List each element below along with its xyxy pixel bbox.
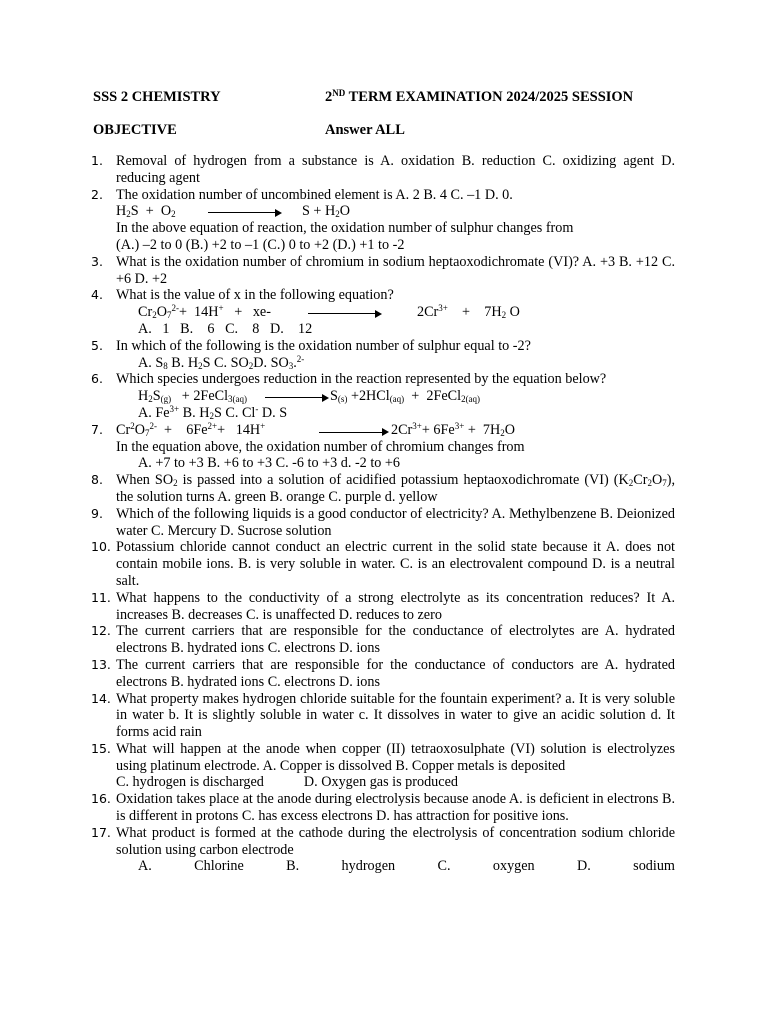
section-title: OBJECTIVE: [93, 122, 177, 138]
question-5: In which of the following is the oxidation number of sulphur equal to -2? A. $S_8$ B. $H_2S$ C. $SO_2D$. $SO_3.^{2-}$: [116, 337, 531, 371]
question-11: What happens to the conductivity of a strong electrolyte as its concentration reduces? It A. increases B. decreases C. is unaffected D. reduces to zero: [116, 589, 675, 623]
question-2: The oxidation number of uncombined element is A. 2 B. 4 C. –1 D. 0. $H_2S + O_2$ $S + H_2O$ In the above equation of reaction, the oxidation number of sulphur changes from (A.) –2 to 0 (B.) +2 to –1 (C.) 0 to +2 (D.) +1 to -2: [116, 187, 675, 254]
equation: [116, 304, 675, 321]
equation-reactants: $Cr_2O_7^{2-}+ 14H^+ + xe-$: [138, 303, 271, 321]
equation-products: $2Cr^{3+}$ + $7H_2$ O: [417, 303, 520, 321]
question-4: What is the value of x in the following equation? $Cr_2O_7^{2-}+ 14H^+ + xe-$ $2Cr^{3+}$ + $7H_2$ O A. 1 B. 6 C. 8 D. 12: [116, 287, 675, 337]
question-3: What is the oxidation number of chromium in sodium heptaoxodichromate (VI)? A. +3 B. +12 C. +6 D. +2: [116, 253, 675, 287]
subject-title: SSS 2 CHEMISTRY: [93, 89, 221, 105]
equation-reactants: $Cr^2O_7^{2-}$ + $6Fe^{2+}+ 14H^+$: [116, 420, 266, 438]
equation-products: $S + H_2O$: [302, 203, 350, 220]
question-1: Removal of hydrogen from a substance is A. oxidation B. reduction C. oxidizing agent D. reducing agent: [116, 153, 675, 186]
question-14: What property makes hydrogen chloride suitable for the fountain experiment? a. It is very soluble in water b. It is slightly soluble in water c. It dissolves in water to give an acidic solution d. It forms acid rain: [116, 690, 675, 741]
question-16: Oxidation takes place at the anode during electrolysis because anode A. is deficient in electrons B. is different in protons C. has excess electrons D. has attraction for positive ions.: [116, 791, 675, 825]
reaction-arrow-icon: [208, 212, 280, 213]
reaction-arrow-icon: [265, 397, 327, 398]
question-8: When $SO_2$ is passed into a solution of acidified potassium heptaoxodichromate (VI) $(K_2Cr_2O_7)$, the solution turns A. green B. orange C. purple d. yellow: [116, 472, 676, 505]
question-17: What product is formed at the cathode during the electrolysis of concentration sodium chloride solution using carbon electrode A. Chlorine B. hydrogen C. oxygen D. sodium: [116, 824, 675, 875]
question-7: $Cr^2O_7^{2-}$ + $6Fe^{2+}+ 14H^+$ $2Cr^{3+}+ 6Fe^{3+} + 7H_2O$ In the equation above, the oxidation number of chromium changes from A. +7 to +3 B. +6 to +3 C. -6 to +3 d. -2 to +6: [116, 422, 675, 472]
reaction-arrow-icon: [319, 432, 387, 433]
instruction-text: Answer ALL: [325, 122, 405, 138]
reaction-arrow-icon: [308, 313, 380, 314]
exam-title: 2ND TERM EXAMINATION 2024/2025 SESSION: [325, 88, 634, 105]
equation-products: $S_{(s)} +2HCl_{(aq)}$ + 2FeCl$_{2(aq)}$: [330, 388, 481, 405]
equation: [116, 203, 675, 220]
question-12: The current carriers that are responsible for the conductance of electrolytes are A. hydrated electrons B. hydrated ions C. electrons D. ions: [116, 623, 675, 657]
equation-products: $2Cr^{3+}+ 6Fe^{3+} + 7H_2O$: [391, 420, 516, 438]
question-10: Potassium chloride cannot conduct an electric current in the solid state because it A. does not contain mobile ions. B. is very soluble in water. C. is an electrovalent compound D. is a neutral salt.: [116, 539, 675, 589]
equation-reactants: $H_2S_{(g)}$ + 2FeCl$_{3(aq)}$: [138, 388, 248, 405]
question-17-options: A. Chlorine B. hydrogen C. oxygen D. sodium: [138, 858, 675, 875]
equation: [116, 388, 675, 405]
equation: [116, 422, 675, 439]
question-15: What will happen at the anode when copper (II) tetraoxosulphate (VI) solution is electrolyzes using platinum electrode. A. Copper is dissolved B. Copper metals is deposited C. hydrogen is discharged D. Oxygen gas is produced: [116, 740, 675, 791]
question-6: Which species undergoes reduction in the reaction represented by the equation below? $H_2S_{(g)}$ + 2FeCl$_{3(aq)}$ $S_{(s)} +2HCl_{(aq)}$ + 2FeCl$_{2(aq)}$ A. $Fe^{3+}$ B. $H_2S$ C. Cl- D. S: [116, 371, 675, 421]
question-13: The current carriers that are responsible for the conductance of conductors are A. hydrated electrons B. hydrated ions C. electrons D. ions: [116, 656, 675, 690]
question-9: Which of the following liquids is a good conductor of electricity? A. Methylbenzene B. Deionized water C. Mercury D. Sucrose solution: [116, 505, 675, 539]
question-list: [116, 153, 675, 875]
equation-reactants: $H_2S + O_2$: [116, 203, 176, 220]
